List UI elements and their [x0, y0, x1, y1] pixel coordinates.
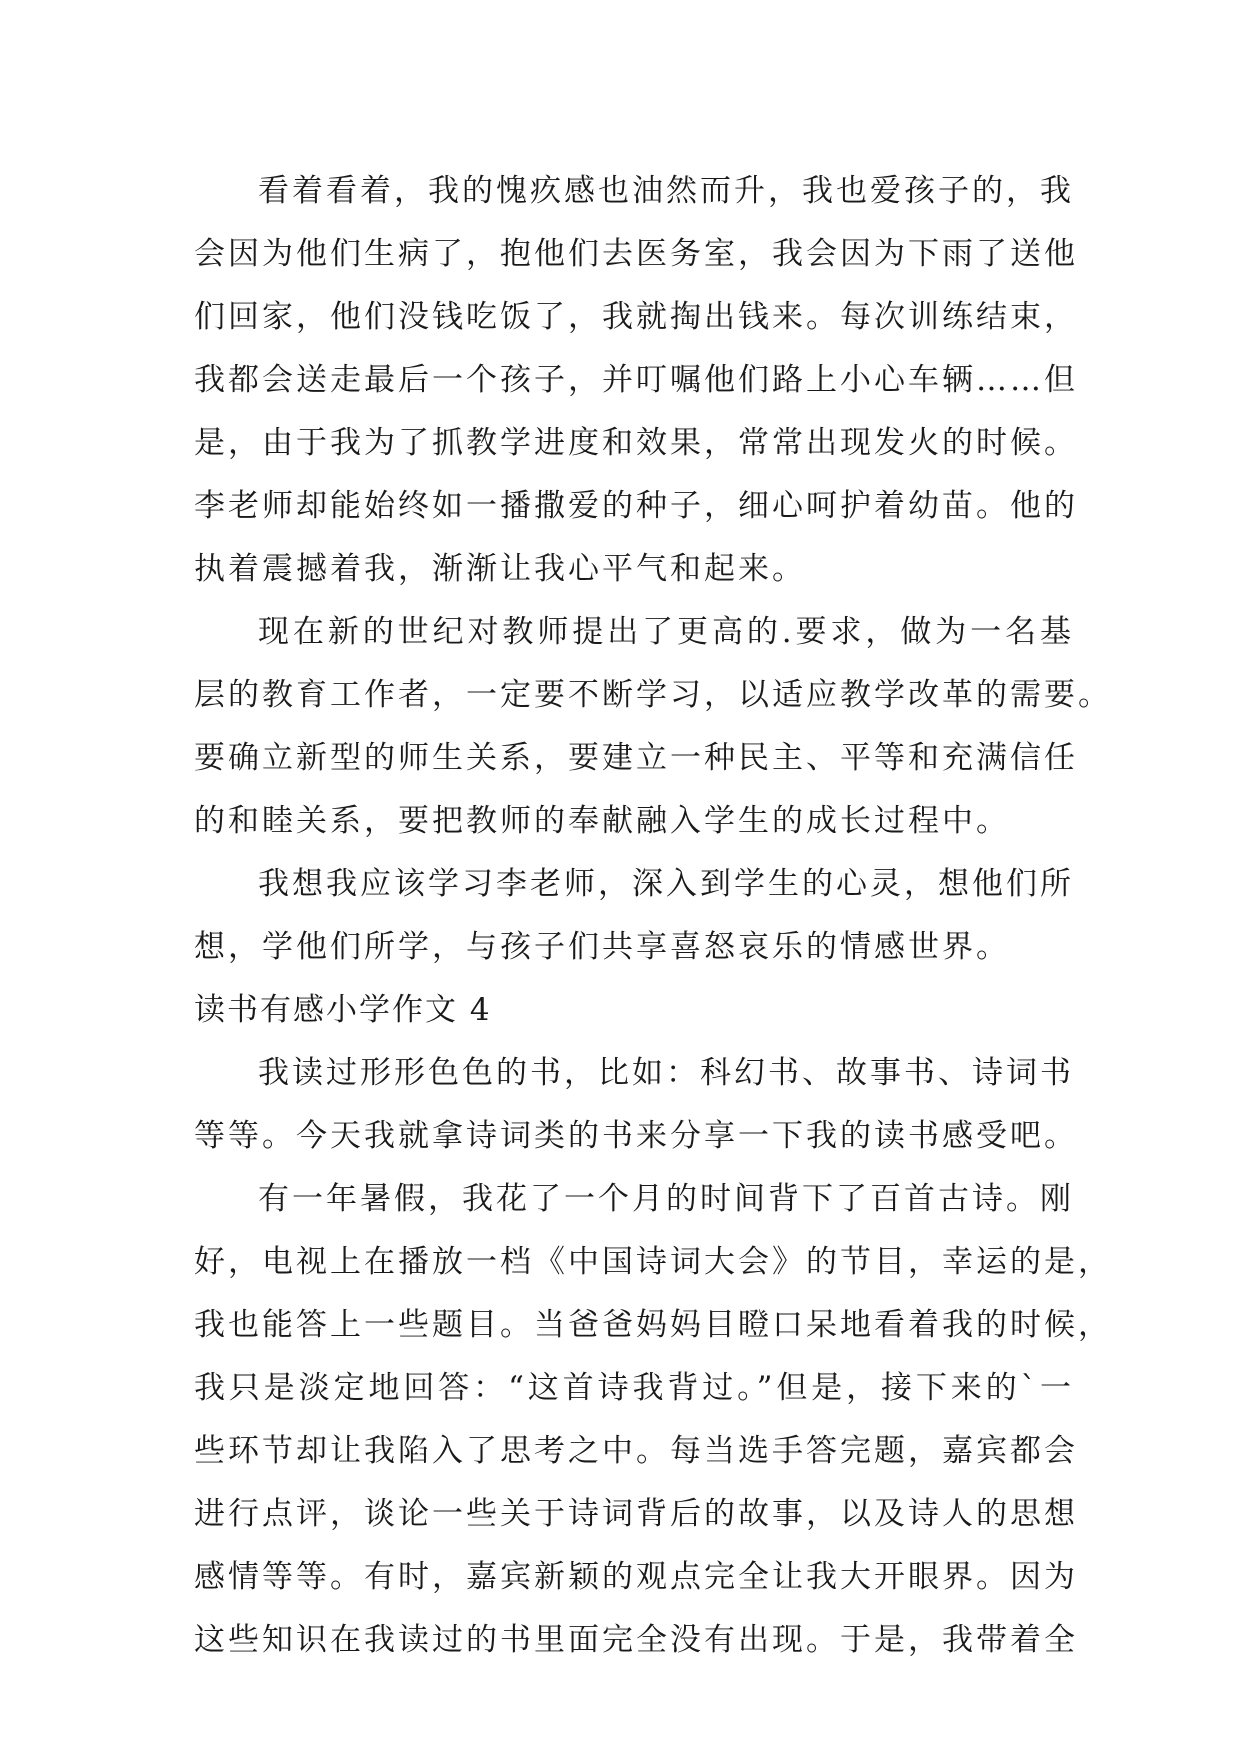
paragraph-line: 看着看着，我的愧疚感也油然而升，我也爱孩子的，我 [258, 173, 1074, 209]
paragraph-line: 进行点评，谈论一些关于诗词背后的故事，以及诗人的思想 [194, 1496, 1078, 1532]
paragraph-line: 我只是淡定地回答：“这首诗我背过。”但是，接下来的`一 [194, 1370, 1074, 1406]
paragraph-line: 想，学他们所学，与孩子们共享喜怒哀乐的情感世界。 [194, 929, 1010, 965]
paragraph-line: 我想我应该学习李老师，深入到学生的心灵，想他们所 [258, 866, 1074, 902]
paragraph-line: 层的教育工作者，一定要不断学习，以适应教学改革的需要。 [194, 677, 1112, 713]
document-body [194, 160, 1112, 1672]
paragraph-line: 是，由于我为了抓教学进度和效果，常常出现发火的时候。 [194, 425, 1078, 461]
paragraph-line: 等等。今天我就拿诗词类的书来分享一下我的读书感受吧。 [194, 1118, 1078, 1154]
paragraph-line: 李老师却能始终如一播撒爱的种子，细心呵护着幼苗。他的 [194, 488, 1078, 524]
paragraph-line: 我也能答上一些题目。当爸爸妈妈目瞪口呆地看着我的时候， [194, 1307, 1112, 1343]
paragraph-line: 会因为他们生病了，抱他们去医务室，我会因为下雨了送他 [194, 236, 1078, 272]
paragraph-line: 执着震撼着我，渐渐让我心平气和起来。 [194, 551, 806, 587]
section-heading: 读书有感小学作文 4 [194, 992, 492, 1028]
paragraph-line: 要确立新型的师生关系，要建立一种民主、平等和充满信任 [194, 740, 1078, 776]
paragraph-line: 我都会送走最后一个孩子，并叮嘱他们路上小心车辆……但 [194, 362, 1078, 398]
paragraph-line: 们回家，他们没钱吃饭了，我就掏出钱来。每次训练结束， [194, 299, 1078, 335]
paragraph-line: 有一年暑假，我花了一个月的时间背下了百首古诗。刚 [258, 1181, 1074, 1217]
paragraph-line: 现在新的世纪对教师提出了更高的.要求，做为一名基 [258, 614, 1074, 650]
paragraph-line: 的和睦关系，要把教师的奉献融入学生的成长过程中。 [194, 803, 1010, 839]
paragraph-line: 感情等等。有时，嘉宾新颖的观点完全让我大开眼界。因为 [194, 1559, 1078, 1595]
paragraph-line: 我读过形形色色的书，比如：科幻书、故事书、诗词书 [258, 1055, 1074, 1091]
paragraph-line: 些环节却让我陷入了思考之中。每当选手答完题，嘉宾都会 [194, 1433, 1078, 1469]
paragraph-line: 这些知识在我读过的书里面完全没有出现。于是，我带着全 [194, 1622, 1078, 1658]
paragraph-line: 好，电视上在播放一档《中国诗词大会》的节目，幸运的是， [194, 1244, 1112, 1280]
